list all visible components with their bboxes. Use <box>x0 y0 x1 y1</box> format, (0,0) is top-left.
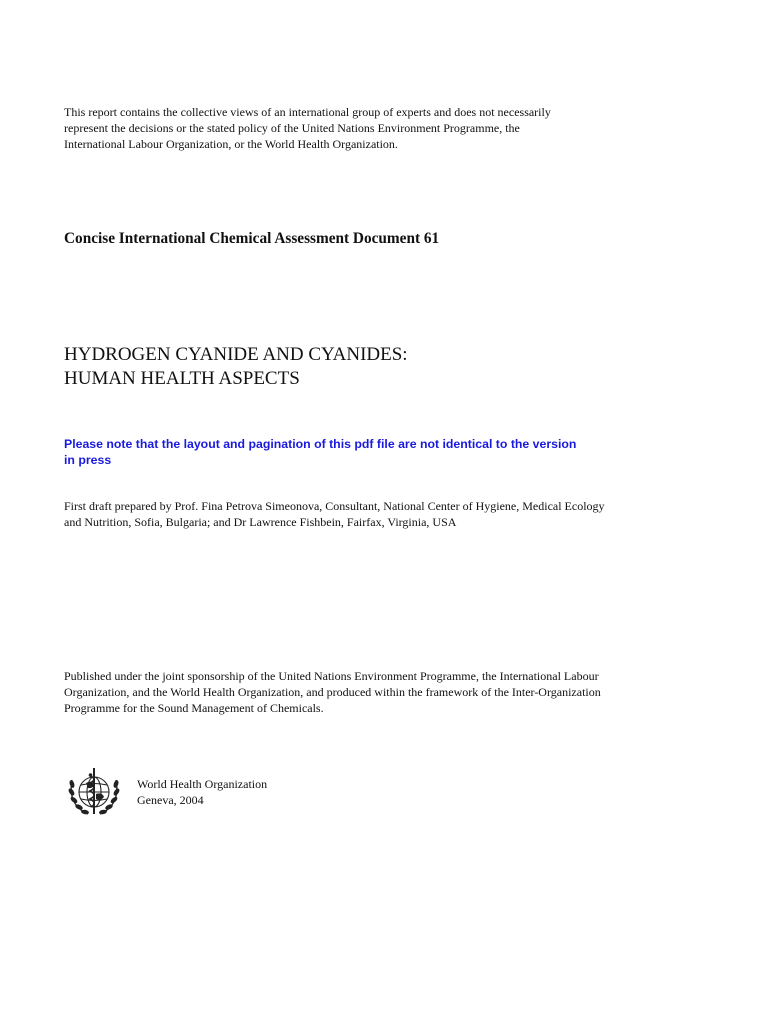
publisher-place-year: Geneva, 2004 <box>137 793 204 807</box>
document-series-title: Concise International Chemical Assessment Document 61 <box>64 230 440 247</box>
publisher-text <box>137 776 267 808</box>
who-emblem-icon <box>66 764 122 818</box>
publisher-block <box>66 764 366 820</box>
first-draft-credit: First draft prepared by Prof. Fina Petrova Simeonova, Consultant, National Center of Hygiene, Medical Ecology and Nutrition, Sofia, Bulgaria; and Dr Lawrence Fishbein, Fairfax, Virginia, USA <box>64 499 605 529</box>
page-title <box>64 343 408 391</box>
layout-note: Please note that the layout and pagination of this pdf file are not identical to the version in press <box>64 437 577 467</box>
title-line-1: HYDROGEN CYANIDE AND CYANIDES: <box>64 344 408 365</box>
disclaimer-text: This report contains the collective views of an international group of experts and does not necessarily represent the decisions or the stated policy of the United Nations Environment Programme, the International Labour Organization, or the World Health Organization. <box>64 105 551 151</box>
sponsorship-statement: Published under the joint sponsorship of the United Nations Environment Programme, the International Labour Organization, and the World Health Organization, and produced within the framework of the Inter-Organization Programme for the Sound Management of Chemicals. <box>64 669 601 715</box>
title-line-2: HUMAN HEALTH ASPECTS <box>64 368 300 389</box>
publisher-organization: World Health Organization <box>137 777 268 791</box>
